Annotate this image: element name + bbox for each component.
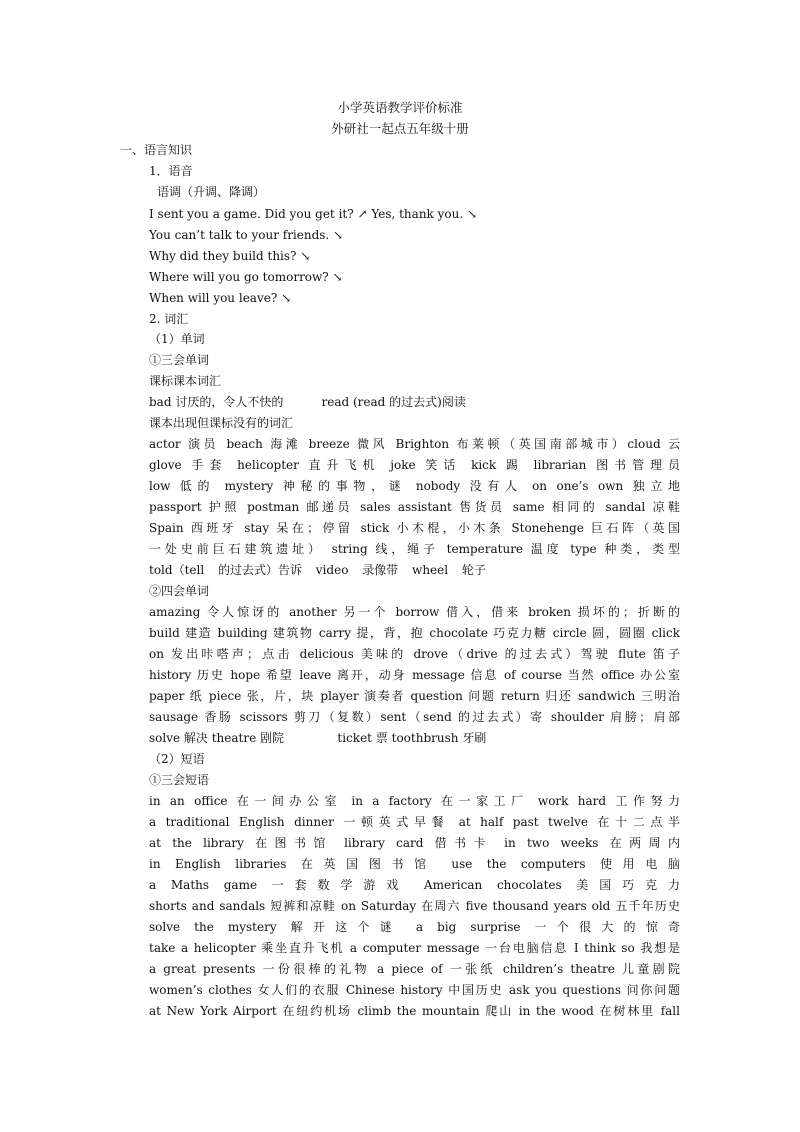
four-skill-words-line: history 历史 hope 希望 leave 离开，动身 message 信息 of course 当然 office 办公室 — [149, 668, 680, 682]
four-skill-words-line: amazing 令人惊讶的 another 另一个 borrow 借入，借来 broken 损坏的；折断的 — [149, 605, 680, 619]
curriculum-words-line: bad 讨厌的，令人不快的 read (read 的过去式)阅读 — [149, 395, 466, 409]
four-skill-words-heading: ②四会单词 — [149, 584, 210, 598]
extra-words-heading: 课本出现但课标没有的词汇 — [149, 416, 294, 430]
four-skill-words-line: build 建造 building 建筑物 carry 提，背，抱 chocolate 巧克力糖 circle 圆，圆圈 click — [149, 626, 680, 640]
phrase-line: at the library 在图书馆 library card 借书卡 in two weeks 在两周内 — [149, 836, 680, 850]
phrase-line: solve the mystery 解开这个谜 a big surprise 一个很大的惊奇 — [149, 920, 680, 934]
phrases-heading: （2）短语 — [149, 752, 205, 766]
phrase-line: in English libraries 在英国图书馆 use the computers 使用电脑 — [149, 857, 680, 871]
section-heading-language-knowledge: 一、语言知识 — [120, 143, 193, 157]
intonation-example: Where will you go tomorrow? ↘ — [149, 270, 343, 284]
four-skill-words-line: solve 解决 theatre 剧院 ticket 票 toothbrush 牙刷 — [149, 731, 487, 745]
extra-words-line: told（tell 的过去式）告诉 video 录像带 wheel 轮子 — [149, 563, 486, 577]
three-skill-words-heading: ①三会单词 — [149, 353, 210, 367]
extra-words-line: passport 护照 postman 邮递员 sales assistant 售货员 same 相同的 sandal 凉鞋 — [149, 500, 680, 514]
intonation-example: When will you leave? ↘ — [149, 291, 292, 305]
document-subtitle: 外研社一起点五年级十册 — [331, 121, 469, 136]
phrase-line: shorts and sandals 短裤和凉鞋 on Saturday 在周六 five thousand years old 五千年历史 — [149, 899, 680, 913]
extra-words-line: actor 演员 beach 海滩 breeze 微风 Brighton 布莱顿（英国南部城市）cloud 云 — [149, 437, 680, 451]
intonation-example: You can’t talk to your friends. ↘ — [149, 228, 344, 242]
intonation-example: I sent you a game. Did you get it? ↗ Yes, thank you. ↘ — [149, 207, 478, 221]
phrase-line: a Maths game 一套数学游戏 American chocolates 美国巧克力 — [149, 878, 680, 892]
phrase-line: in an office 在一间办公室 in a factory 在一家工厂 work hard 工作努力 — [149, 794, 680, 808]
intonation-example: Why did they build this? ↘ — [149, 249, 311, 263]
three-skill-phrases-heading: ①三会短语 — [149, 773, 210, 787]
phrase-line: a great presents 一份很棒的礼物 a piece of 一张纸 children’s theatre 儿童剧院 — [149, 962, 680, 976]
extra-words-line: glove 手套 helicopter 直升飞机 joke 笑话 kick 踢 librarian 图书管理员 — [149, 458, 680, 472]
phrase-line: a traditional English dinner 一顿英式早餐 at half past twelve 在十二点半 — [149, 815, 680, 829]
four-skill-words-line: sausage 香肠 scissors 剪刀（复数）sent（send 的过去式）寄 shoulder 肩膀；肩部 — [149, 710, 680, 724]
four-skill-words-line: on 发出咔嗒声；点击 delicious 美味的 drove（drive 的过去式）驾驶 flute 笛子 — [149, 647, 680, 661]
intonation-subheading: 语调（升调、降调） — [157, 185, 266, 199]
extra-words-line: low 低的 mystery 神秘的事物，谜 nobody 没有人 on one’s own 独立地 — [149, 479, 680, 493]
extra-words-line: 一处史前巨石建筑遗址） string 线，绳子 temperature 温度 type 种类，类型 — [149, 542, 680, 556]
phrase-line: women’s clothes 女人们的衣服 Chinese history 中国历史 ask you questions 问你问题 — [149, 983, 680, 997]
curriculum-words-heading: 课标课本词汇 — [149, 374, 222, 388]
phonetics-heading: 1．语音 — [149, 164, 193, 178]
four-skill-words-line: paper 纸 piece 张，片，块 player 演奏者 question 问题 return 归还 sandwich 三明治 — [149, 689, 680, 703]
phrase-line: take a helicopter 乘坐直升飞机 a computer message 一台电脑信息 I think so 我想是 — [149, 941, 680, 955]
vocabulary-heading: 2. 词汇 — [149, 312, 189, 326]
extra-words-line: Spain 西班牙 stay 呆在；停留 stick 小木棍，小木条 Stonehenge 巨石阵（英国 — [149, 521, 680, 535]
document-title: 小学英语教学评价标准 — [337, 100, 463, 115]
phrase-line: at New York Airport 在纽约机场 climb the mountain 爬山 in the wood 在树林里 fall — [149, 1004, 680, 1018]
words-heading: （1）单词 — [149, 332, 205, 346]
